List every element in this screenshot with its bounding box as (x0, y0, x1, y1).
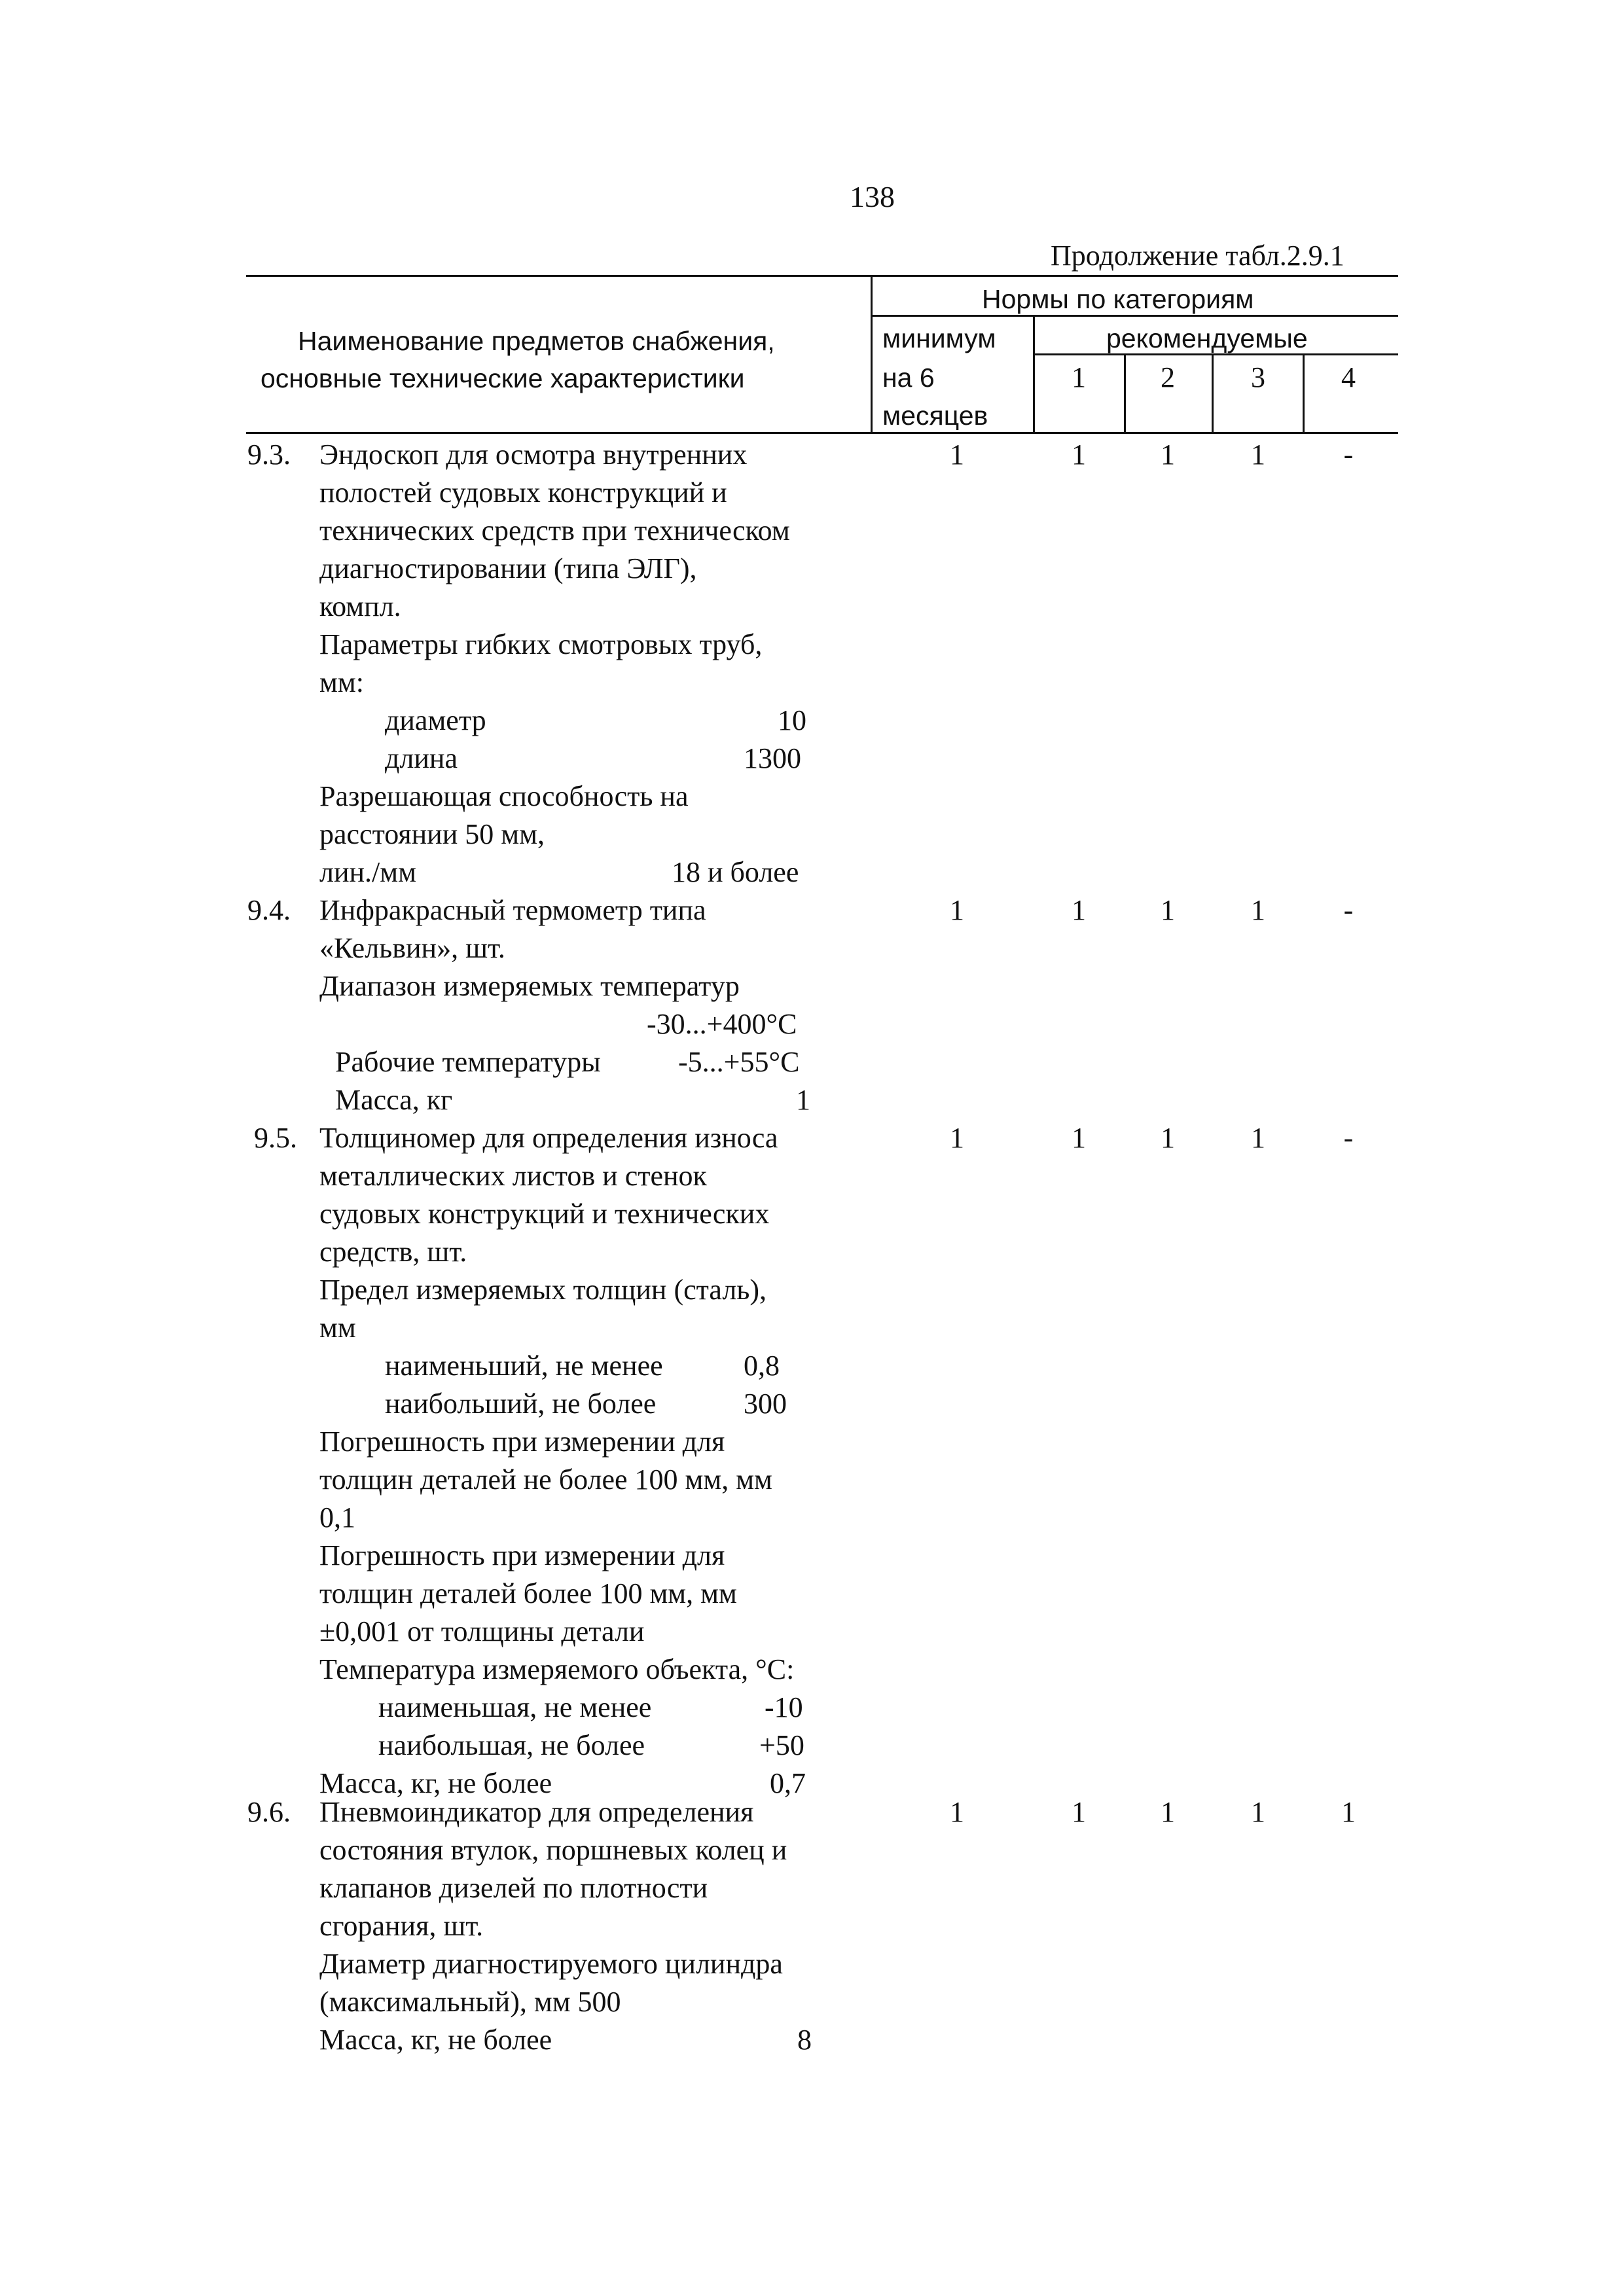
param-value: 1300 (744, 742, 801, 774)
item-9-4-description (319, 891, 810, 1119)
param-value: 0,8 (744, 1350, 780, 1382)
item-line: мм: (319, 666, 364, 698)
header-name-line-1: Наименование предметов снабжения, (298, 326, 775, 356)
header-cat-4: 4 (1341, 361, 1356, 393)
item-line: металлических листов и стенок (319, 1160, 707, 1192)
header-vline-name (871, 275, 873, 433)
item-line: технических средств при техническом (319, 514, 790, 547)
item-line: состояния втулок, поршневых колец и (319, 1834, 787, 1866)
param-value: 8 (797, 2024, 812, 2056)
param-value: 10 (778, 704, 806, 736)
item-line: полостей судовых конструкций и (319, 476, 727, 509)
value-cat-4: - (1343, 894, 1354, 926)
value-cat-1: 1 (1072, 1122, 1086, 1154)
header-vline-cat2 (1124, 353, 1126, 433)
item-number: 9.5. (254, 1122, 297, 1154)
item-line: 0,1 (319, 1501, 355, 1534)
item-line: Инфракрасный термометр типа (319, 894, 706, 926)
header-vline-cat3 (1212, 353, 1214, 433)
header-cat-2: 2 (1161, 361, 1175, 393)
value-cat-2: 1 (1161, 1796, 1175, 1828)
item-line: Предел измеряемых толщин (сталь), (319, 1274, 767, 1306)
param-label: наибольший, не более (385, 1388, 657, 1420)
param-value: 0,7 (770, 1767, 806, 1799)
value-cat-2: 1 (1161, 1122, 1175, 1154)
param-label: длина (385, 742, 458, 774)
item-line: толщин деталей не более 100 мм, мм (319, 1463, 772, 1496)
param-value: 18 и более (672, 856, 799, 888)
header-norms: Нормы по категориям (982, 284, 1254, 314)
item-line: Температура измеряемого объекта, °C: (319, 1653, 795, 1685)
param-value: -10 (765, 1691, 803, 1723)
param-row (319, 1043, 800, 1081)
param-label: Масса, кг (335, 1084, 453, 1116)
param-row (319, 1727, 804, 1765)
item-line: Диаметр диагностируемого цилиндра (319, 1948, 783, 1980)
header-name-line-2: основные технические характеристики (261, 363, 745, 393)
item-line: Разрешающая способность на (319, 780, 689, 812)
item-line: Эндоскоп для осмотра внутренних (319, 439, 748, 471)
item-9-5-description (319, 1119, 806, 1803)
header-minimum: минимум (882, 323, 996, 353)
item-line: компл. (319, 590, 401, 622)
value-cat-3: 1 (1251, 1122, 1265, 1154)
item-line: Толщиномер для определения износа (319, 1122, 778, 1154)
item-line: (максимальный), мм 500 (319, 1986, 621, 2018)
value-minimum: 1 (950, 1122, 964, 1154)
value-cat-1: 1 (1072, 439, 1086, 471)
header-recommended: рекомендуемые (1106, 323, 1308, 353)
item-line: судовых конструкций и технических (319, 1198, 770, 1230)
value-minimum: 1 (950, 439, 964, 471)
item-line: клапанов дизелей по плотности (319, 1872, 708, 1904)
value-minimum: 1 (950, 1796, 964, 1828)
item-line: средств, шт. (319, 1236, 467, 1268)
table-top-rule (246, 275, 1398, 277)
item-line: Погрешность при измерении для (319, 1426, 725, 1458)
value-cat-4: - (1343, 439, 1354, 471)
value-cat-3: 1 (1251, 894, 1265, 926)
param-label: лин./мм (319, 856, 416, 888)
item-number: 9.4. (247, 894, 291, 926)
page-number: 138 (850, 180, 895, 213)
item-line: диагностировании (типа ЭЛГ), (319, 552, 697, 584)
item-line: «Кельвин», шт. (319, 932, 505, 964)
item-9-6-description (319, 1793, 812, 2059)
param-row (319, 1347, 794, 1385)
param-value: -30...+400°C (647, 1008, 797, 1040)
item-line: мм (319, 1312, 356, 1344)
param-value: 1 (796, 1084, 810, 1116)
param-value: +50 (759, 1729, 804, 1761)
item-line: Погрешность при измерении для (319, 1539, 725, 1571)
item-line: толщин деталей более 100 мм, мм (319, 1577, 737, 1609)
param-value: -5...+55°C (678, 1046, 800, 1078)
item-line: сгорания, шт. (319, 1910, 484, 1942)
item-number: 9.3. (247, 439, 291, 471)
value-cat-2: 1 (1161, 439, 1175, 471)
param-label: диаметр (385, 704, 486, 736)
param-row (319, 2021, 812, 2059)
item-line: Диапазон измеряемых температур (319, 970, 740, 1002)
param-row (319, 1005, 797, 1043)
param-label: Масса, кг, не более (319, 1767, 552, 1799)
value-cat-2: 1 (1161, 894, 1175, 926)
value-cat-3: 1 (1251, 439, 1265, 471)
param-row (319, 740, 801, 778)
table-continuation-caption: Продолжение табл.2.9.1 (1051, 240, 1344, 272)
param-value: 300 (744, 1388, 787, 1420)
param-row (319, 1081, 810, 1119)
value-cat-1: 1 (1072, 894, 1086, 926)
item-line: Параметры гибких смотровых труб, (319, 628, 763, 660)
header-bottom-rule (246, 432, 1398, 434)
param-label: Рабочие температуры (335, 1046, 601, 1078)
value-cat-4: - (1343, 1122, 1354, 1154)
item-line: ±0,001 от толщины детали (319, 1615, 645, 1647)
param-label: наименьший, не менее (385, 1350, 663, 1382)
value-cat-4: 1 (1341, 1796, 1356, 1828)
value-cat-1: 1 (1072, 1796, 1086, 1828)
header-cat-1: 1 (1072, 361, 1086, 393)
header-minimum-sub-2: месяцев (882, 401, 988, 431)
item-9-3-description (319, 436, 806, 891)
param-label: Масса, кг, не более (319, 2024, 552, 2056)
param-label: наибольшая, не более (378, 1729, 645, 1761)
item-line: расстоянии 50 мм, (319, 818, 545, 850)
header-vline-min (1033, 315, 1035, 433)
param-row (319, 1385, 794, 1423)
value-minimum: 1 (950, 894, 964, 926)
param-label: наименьшая, не менее (378, 1691, 652, 1723)
param-row (319, 1689, 803, 1727)
header-minimum-sub-1: на 6 (882, 363, 935, 393)
value-cat-3: 1 (1251, 1796, 1265, 1828)
param-row (319, 853, 799, 891)
header-vline-cat4 (1303, 353, 1305, 433)
item-line: Пневмоиндикатор для определения (319, 1796, 754, 1828)
item-number: 9.6. (247, 1796, 291, 1828)
param-row (319, 702, 806, 740)
header-cat-3: 3 (1251, 361, 1265, 393)
